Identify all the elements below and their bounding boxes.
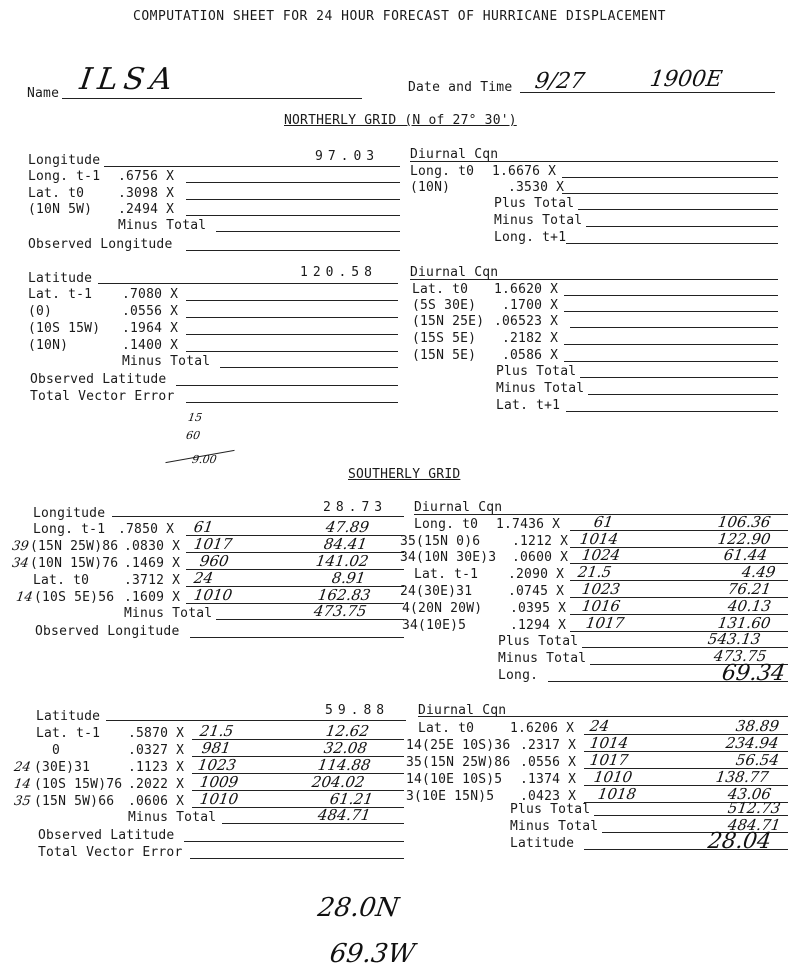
s-dlat-row-hw-out[interactable]: 234.94 bbox=[724, 734, 780, 752]
n-lat-row-coef: .1400 X bbox=[122, 338, 179, 353]
s-dlat-row-coef: .1374 X bbox=[520, 772, 577, 787]
s-dlong-row-label: 34(10E)5 bbox=[402, 618, 467, 633]
n-diurnal-row-coef: 1.6676 X bbox=[492, 164, 557, 179]
n-longitude-value: 97.03 bbox=[315, 149, 380, 164]
n-diurnal-lat-label: Diurnal Cqn bbox=[410, 265, 499, 280]
n-latitude-line bbox=[98, 283, 398, 284]
s-long-row-coef: .1469 X bbox=[124, 556, 181, 571]
s-dlat-plus-value[interactable]: 512.73 bbox=[726, 799, 782, 817]
s-lat-row-label: (15N 5W)66 bbox=[34, 794, 115, 809]
s-dlong-row-label: 4(20N 20W) bbox=[402, 601, 483, 616]
s-dlat-row-hw-out[interactable]: 43.06 bbox=[726, 785, 773, 803]
s-dlong-row-hw-out[interactable]: 122.90 bbox=[716, 530, 772, 548]
s-dlong-row-hw-in[interactable]: 1016 bbox=[580, 597, 622, 615]
s-long-row-hw-out[interactable]: 141.02 bbox=[314, 552, 370, 570]
s-long-row-coef: .7850 X bbox=[118, 522, 175, 537]
n-dlat-row-coef: .0586 X bbox=[502, 348, 559, 363]
s-dlat-row-hw-in[interactable]: 24 bbox=[588, 717, 611, 735]
n-dlat-row-line[interactable] bbox=[564, 344, 778, 345]
n-lat-row-label: (10S 15W) bbox=[28, 321, 101, 336]
n-dlat-plus-line[interactable] bbox=[580, 377, 778, 378]
s-long-row-label: (10S 5E)56 bbox=[34, 590, 115, 605]
s-long-row-hw-in[interactable]: 1017 bbox=[192, 535, 234, 553]
s-observed-lat-line[interactable] bbox=[184, 841, 404, 842]
s-dlong-row-hw-out[interactable]: 61.44 bbox=[722, 546, 769, 564]
n-dlat-minus-total: Minus Total bbox=[496, 381, 585, 396]
name-line bbox=[62, 98, 362, 99]
s-long-row-coef: .1609 X bbox=[124, 590, 181, 605]
s-dlong-row-coef: .1212 X bbox=[512, 534, 569, 549]
s-lat-minus-value[interactable]: 484.71 bbox=[316, 806, 372, 824]
s-lat-result-value[interactable]: 28.04 bbox=[706, 829, 773, 854]
s-dlong-plus-total: Plus Total bbox=[498, 634, 579, 649]
n-lat-row-label: (10N) bbox=[28, 338, 69, 353]
s-lat-row-label: (10S 15W)76 bbox=[34, 777, 123, 792]
name-label: Name bbox=[27, 86, 60, 101]
n-diurnal-minus-total: Minus Total bbox=[494, 213, 583, 228]
s-lat-row-hw-in[interactable]: 981 bbox=[200, 739, 232, 757]
n-lat-row-line[interactable] bbox=[186, 351, 398, 352]
n-diurnal-row-coef: .3530 X bbox=[508, 180, 565, 195]
northerly-heading: NORTHERLY GRID (N of 27° 30') bbox=[284, 113, 517, 128]
s-dlong-row-coef: .0600 X bbox=[512, 550, 569, 565]
n-long-t1: Long. t+1 bbox=[494, 230, 567, 245]
s-dlong-minus-total: Minus Total bbox=[498, 651, 587, 666]
s-lat-row-label: Lat. t-1 bbox=[36, 726, 101, 741]
s-dlong-row-hw-in[interactable]: 1023 bbox=[580, 580, 622, 598]
s-lat-row-hw-out[interactable]: 61.21 bbox=[328, 790, 375, 808]
s-dlong-row-coef: .0395 X bbox=[510, 601, 567, 616]
n-observed-lat-line[interactable] bbox=[176, 385, 398, 386]
s-lat-row-label: 0 bbox=[52, 743, 61, 758]
s-dlat-row-hw-out[interactable]: 38.89 bbox=[734, 717, 781, 735]
s-long-row-hw-out[interactable]: 84.41 bbox=[322, 535, 369, 553]
n-dlat-row-line[interactable] bbox=[564, 311, 778, 312]
n-diurnal-minus-line[interactable] bbox=[586, 226, 778, 227]
s-dlat-row-hw-in[interactable]: 1017 bbox=[588, 751, 630, 769]
s-dlat-row-hw-out[interactable]: 56.54 bbox=[734, 751, 781, 769]
n-dlat-row-label: Lat. t0 bbox=[412, 282, 469, 297]
n-total-vector-error: Total Vector Error bbox=[30, 389, 175, 404]
s-lat-row-coef: .0606 X bbox=[128, 794, 185, 809]
s-dlong-plus-value[interactable]: 543.13 bbox=[706, 630, 762, 648]
s-dlong-row-hw-out[interactable]: 76.21 bbox=[726, 580, 773, 598]
s-dlat-row-hw-in[interactable]: 1010 bbox=[592, 768, 634, 786]
s-lat-row-coef: .0327 X bbox=[128, 743, 185, 758]
n-longitude-label: Longitude bbox=[28, 153, 101, 168]
n-dlat-minus-line[interactable] bbox=[588, 394, 778, 395]
s-dlong-row-hw-out[interactable]: 106.36 bbox=[716, 513, 772, 531]
n-long-t1-line[interactable] bbox=[566, 243, 778, 244]
s-lat-minus-total: Minus Total bbox=[128, 810, 217, 825]
date-label: Date and Time bbox=[408, 80, 513, 95]
n-long-row-coef: .6756 X bbox=[118, 169, 175, 184]
s-long-row-label: Long. t-1 bbox=[33, 522, 106, 537]
s-dlat-plus-total: Plus Total bbox=[510, 802, 591, 817]
s-dlong-row-coef: 1.7436 X bbox=[496, 517, 561, 532]
s-long-row-hw-out[interactable]: 162.83 bbox=[316, 586, 372, 604]
n-diurnal-plus-line[interactable] bbox=[578, 209, 778, 210]
n-long-row-label: (10N 5W) bbox=[28, 202, 93, 217]
n-lat-row-label: Lat. t-1 bbox=[28, 287, 93, 302]
n-latitude-value: 120.58 bbox=[300, 265, 377, 280]
scribble-note: 9.00 bbox=[191, 453, 218, 466]
s-long-row-label: Lat. t0 bbox=[33, 573, 90, 588]
s-long-row-hw-in[interactable]: 1010 bbox=[192, 586, 234, 604]
n-lat-row-coef: .7080 X bbox=[122, 287, 179, 302]
s-dlat-row-label: 3(10E 15N)5 bbox=[406, 789, 495, 804]
name-value[interactable]: ILSA bbox=[77, 62, 181, 97]
s-long-row-mark: 39 bbox=[11, 539, 30, 554]
s-long-row-coef: .0830 X bbox=[124, 539, 181, 554]
s-dlong-row-hw-in[interactable]: 1017 bbox=[584, 614, 626, 632]
n-observed-latitude: Observed Latitude bbox=[30, 372, 167, 387]
time-value[interactable]: 1900E bbox=[648, 67, 724, 92]
s-dlong-row-label: 34(10N 30E)3 bbox=[400, 550, 497, 565]
s-dlong-row-hw-out[interactable]: 131.60 bbox=[716, 614, 772, 632]
s-latitude-line bbox=[106, 720, 406, 721]
s-long-minus-total-value[interactable]: 473.75 bbox=[312, 602, 368, 620]
n-diurnal-row-line[interactable] bbox=[562, 177, 778, 178]
s-dlong-row-hw-in[interactable]: 61 bbox=[592, 513, 615, 531]
s-observed-longitude: Observed Longitude bbox=[35, 624, 180, 639]
s-long-row-hw-in[interactable]: 24 bbox=[192, 569, 215, 587]
n-long-row-line[interactable] bbox=[186, 182, 400, 183]
s-dlat-row-label: 14(10E 10S)5 bbox=[406, 772, 503, 787]
s-dlong-row-hw-in[interactable]: 21.5 bbox=[576, 563, 613, 581]
s-lat-row-coef: .1123 X bbox=[128, 760, 185, 775]
s-lat-row-hw-in[interactable]: 1023 bbox=[196, 756, 238, 774]
s-long-row-label: (10N 15W)76 bbox=[30, 556, 119, 571]
s-latitude-label: Latitude bbox=[36, 709, 101, 724]
n-dlat-row-label: (15N 5E) bbox=[412, 348, 477, 363]
s-long-row-hw-out[interactable]: 8.91 bbox=[330, 569, 367, 587]
s-dlat-row-coef: .0556 X bbox=[520, 755, 577, 770]
n-long-row-label: Long. t-1 bbox=[28, 169, 101, 184]
s-lat-row-hw-out[interactable]: 12.62 bbox=[324, 722, 371, 740]
s-long-row-hw-in[interactable]: 61 bbox=[192, 518, 215, 536]
s-dlat-row-hw-in[interactable]: 1014 bbox=[588, 734, 630, 752]
n-lat-row-line[interactable] bbox=[186, 334, 398, 335]
s-observed-long-line[interactable] bbox=[190, 637, 404, 638]
s-lat-row-coef: .5870 X bbox=[128, 726, 185, 741]
n-lat-t1-line[interactable] bbox=[566, 411, 778, 412]
s-dlong-minus-value[interactable]: 473.75 bbox=[712, 647, 768, 665]
n-diurnal-plus-total: Plus Total bbox=[494, 196, 575, 211]
n-observed-longitude: Observed Longitude bbox=[28, 237, 173, 252]
s-dlong-row-coef: .2090 X bbox=[508, 567, 565, 582]
n-dlat-row-line[interactable] bbox=[564, 361, 778, 362]
n-diurnal-row-label: Long. t0 bbox=[410, 164, 475, 179]
n-dlat-row-label: (5S 30E) bbox=[412, 298, 477, 313]
s-total-vector-error: Total Vector Error bbox=[38, 845, 183, 860]
scribble-note: 15 bbox=[187, 411, 203, 424]
n-lat-row-coef: .1964 X bbox=[122, 321, 179, 336]
s-dlong-row-hw-in[interactable]: 1024 bbox=[580, 546, 622, 564]
n-lat-row-label: (0) bbox=[28, 304, 53, 319]
s-long-row-coef: .3712 X bbox=[124, 573, 181, 588]
s-dlong-row-coef: .0745 X bbox=[508, 584, 565, 599]
s-dlat-row-label: 35(15N 25W)86 bbox=[406, 755, 511, 770]
s-long-result-value[interactable]: 69.34 bbox=[720, 661, 787, 686]
n-long-row-coef: .3098 X bbox=[118, 186, 175, 201]
s-longitude-label: Longitude bbox=[33, 506, 106, 521]
s-lat-row-mark: 35 bbox=[13, 794, 32, 809]
s-lat-row-mark: 14 bbox=[13, 777, 32, 792]
s-lat-row-coef: .2022 X bbox=[128, 777, 185, 792]
s-longitude-line bbox=[112, 516, 404, 517]
s-lat-result: Latitude bbox=[510, 836, 575, 851]
n-diurnal-long-label: Diurnal Cqn bbox=[410, 147, 499, 162]
s-diurnal-long-label: Diurnal Cqn bbox=[414, 500, 503, 515]
s-long-row-mark: 34 bbox=[11, 556, 30, 571]
s-dlat-minus-value[interactable]: 484.71 bbox=[726, 816, 782, 834]
n-long-minus-total: Minus Total bbox=[118, 218, 207, 233]
s-dlat-row-label: 14(25E 10S)36 bbox=[406, 738, 511, 753]
date-value[interactable]: 9/27 bbox=[533, 69, 587, 94]
n-vector-error-line[interactable] bbox=[186, 402, 398, 403]
s-dlat-row-coef: .2317 X bbox=[520, 738, 577, 753]
s-long-row-mark: 14 bbox=[15, 590, 34, 605]
n-lat-row-line[interactable] bbox=[186, 317, 398, 318]
s-dlat-minus-total: Minus Total bbox=[510, 819, 599, 834]
n-dlat-row-line[interactable] bbox=[564, 295, 778, 296]
n-long-row-line[interactable] bbox=[186, 199, 400, 200]
n-diurnal-row-line[interactable] bbox=[562, 193, 778, 194]
s-dlat-row-coef: 1.6206 X bbox=[510, 721, 575, 736]
final-longitude: 69.3W bbox=[327, 939, 417, 969]
s-lat-row-hw-out[interactable]: 204.02 bbox=[310, 773, 366, 791]
n-observed-long-line[interactable] bbox=[186, 250, 400, 251]
n-dlat-row-label: (15S 5E) bbox=[412, 331, 477, 346]
n-dlat-row-coef: .1700 X bbox=[502, 298, 559, 313]
s-long-result: Long. bbox=[498, 668, 539, 683]
s-lat-row-hw-in[interactable]: 1009 bbox=[198, 773, 240, 791]
s-dlat-row-label: Lat. t0 bbox=[418, 721, 475, 736]
n-dlat-row-coef: .2182 X bbox=[502, 331, 559, 346]
s-lat-row-hw-in[interactable]: 21.5 bbox=[198, 722, 235, 740]
s-dlong-row-hw-in[interactable]: 1014 bbox=[578, 530, 620, 548]
s-dlong-row-hw-out[interactable]: 4.49 bbox=[740, 563, 777, 581]
sheet-title: COMPUTATION SHEET FOR 24 HOUR FORECAST OF HURRICANE DISPLACEMENT bbox=[133, 9, 666, 24]
s-dlat-row-hw-out[interactable]: 138.77 bbox=[714, 768, 770, 786]
s-dlong-row-hw-out[interactable]: 40.13 bbox=[726, 597, 773, 615]
s-dlong-row-coef: .1294 X bbox=[510, 618, 567, 633]
n-long-row-coef: .2494 X bbox=[118, 202, 175, 217]
s-latitude-value: 59.88 bbox=[325, 703, 390, 718]
n-dlat-row-line[interactable] bbox=[570, 327, 778, 328]
n-longitude-line bbox=[104, 166, 400, 167]
n-long-row-label: Lat. t0 bbox=[28, 186, 85, 201]
s-dlat-row-hw-in[interactable]: 1018 bbox=[596, 785, 638, 803]
s-long-minus-total: Minus Total bbox=[124, 606, 213, 621]
s-dlong-row-label: Lat. t-1 bbox=[414, 567, 479, 582]
n-dlat-row-coef: .06523 X bbox=[494, 314, 559, 329]
s-lat-row-label: (30E)31 bbox=[34, 760, 91, 775]
n-lat-t1: Lat. t+1 bbox=[496, 398, 561, 413]
n-diurnal-lat-line bbox=[410, 279, 778, 280]
n-lat-row-line[interactable] bbox=[186, 300, 398, 301]
n-diurnal-long-line bbox=[410, 161, 778, 162]
s-diurnal-lat-label: Diurnal Cqn bbox=[418, 703, 507, 718]
s-lat-row-hw-out[interactable]: 32.08 bbox=[322, 739, 369, 757]
s-long-row-hw-in[interactable]: 960 bbox=[198, 552, 230, 570]
n-dlat-row-coef: 1.6620 X bbox=[494, 282, 559, 297]
n-lat-minus-total: Minus Total bbox=[122, 354, 211, 369]
southerly-heading: SOUTHERLY GRID bbox=[348, 467, 461, 482]
s-lat-row-hw-out[interactable]: 114.88 bbox=[316, 756, 372, 774]
s-long-row-hw-out[interactable]: 47.89 bbox=[324, 518, 371, 536]
n-lat-minus-line[interactable] bbox=[220, 367, 398, 368]
s-dlong-row-label: 35(15N 0)6 bbox=[400, 534, 481, 549]
s-vector-error-line[interactable] bbox=[190, 858, 404, 859]
n-long-minus-line[interactable] bbox=[216, 231, 400, 232]
n-latitude-label: Latitude bbox=[28, 271, 93, 286]
n-diurnal-row-label: (10N) bbox=[410, 180, 451, 195]
final-latitude: 28.0N bbox=[315, 893, 401, 923]
n-long-row-line[interactable] bbox=[186, 215, 400, 216]
s-lat-minus-line[interactable] bbox=[222, 823, 404, 824]
s-longitude-value: 28.73 bbox=[323, 500, 388, 515]
n-lat-row-coef: .0556 X bbox=[122, 304, 179, 319]
s-dlat-row-coef: .0423 X bbox=[520, 789, 577, 804]
s-dlong-row-label: Long. t0 bbox=[414, 517, 479, 532]
n-dlat-row-label: (15N 25E) bbox=[412, 314, 485, 329]
s-lat-row-mark: 24 bbox=[13, 760, 32, 775]
s-dlong-row-label: 24(30E)31 bbox=[400, 584, 473, 599]
s-long-row-label: (15N 25W)86 bbox=[30, 539, 119, 554]
s-observed-latitude: Observed Latitude bbox=[38, 828, 175, 843]
n-dlat-plus-total: Plus Total bbox=[496, 364, 577, 379]
s-lat-row-hw-in[interactable]: 1010 bbox=[198, 790, 240, 808]
scribble-note: 60 bbox=[185, 429, 201, 442]
s-long-minus-line[interactable] bbox=[216, 619, 404, 620]
